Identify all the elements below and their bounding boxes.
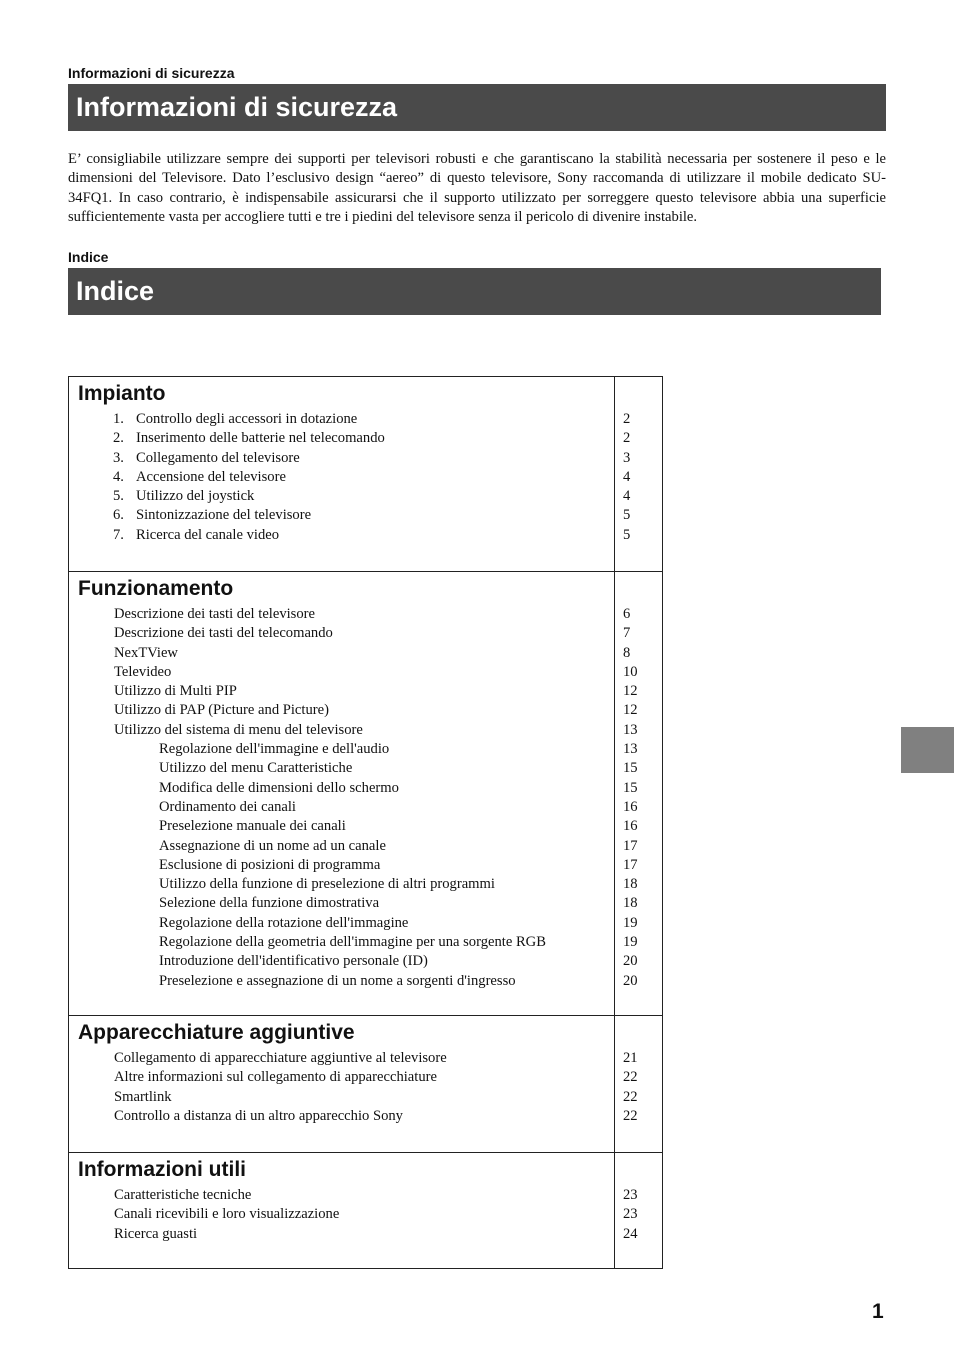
toc-entry: [69, 798, 662, 817]
toc-entry-label: Regolazione della geometria dell'immagine per una sorgente RGB: [159, 934, 546, 951]
toc-section-heading: Funzionamento: [78, 577, 234, 600]
toc-section: [69, 571, 662, 1015]
toc-entry-list: [69, 605, 662, 991]
toc-entry-label: Preselezione e assegnazione di un nome a sorgenti d'ingresso: [159, 972, 516, 989]
toc-entry-page: 4: [623, 488, 631, 505]
toc-entry-label: Sintonizzazione del televisore: [136, 507, 312, 524]
toc-entry: [69, 740, 662, 759]
toc-entry-page: 4: [623, 468, 631, 485]
toc-entry: [69, 605, 662, 624]
toc-entry-page: 19: [623, 914, 638, 931]
toc-entry-label: Regolazione della rotazione dell'immagine: [159, 914, 409, 931]
toc-entry-page: 13: [623, 721, 638, 738]
toc-entry: [69, 837, 662, 856]
toc-entry-page: 17: [623, 856, 638, 873]
toc-entry: [69, 429, 662, 448]
toc-entry-number: 2.: [113, 430, 124, 447]
toc-entry: [69, 1225, 662, 1244]
toc-entry-label: Utilizzo del joystick: [136, 488, 255, 505]
toc-section-heading: Apparecchiature aggiuntive: [78, 1021, 355, 1044]
toc-entry-number: 7.: [113, 526, 124, 543]
toc-entry-number: 6.: [113, 507, 124, 524]
toc-entry: [69, 779, 662, 798]
toc-entry: [69, 701, 662, 720]
toc-entry-label: NexTView: [114, 644, 178, 661]
toc-section-heading: Impianto: [78, 382, 166, 405]
toc-entry-label: Utilizzo del sistema di menu del televisore: [114, 721, 363, 738]
toc-entry-label: Utilizzo di PAP (Picture and Picture): [114, 702, 329, 719]
toc-entry-label: Inserimento delle batterie nel telecomando: [136, 430, 385, 447]
toc-entry-number: 4.: [113, 468, 124, 485]
toc-entry-label: Accensione del televisore: [136, 468, 286, 485]
toc-entry-page: 22: [623, 1069, 638, 1086]
toc-entry-list: [69, 1186, 662, 1244]
toc-entry-list: [69, 410, 662, 545]
toc-entry-label: Collegamento di apparecchiature aggiuntive al televisore: [114, 1050, 447, 1066]
toc-entry: [69, 952, 662, 971]
toc-entry-page: 7: [623, 625, 631, 642]
toc-entry: [69, 914, 662, 933]
toc-entry-number: 3.: [113, 449, 124, 466]
toc-entry-label: Selezione della funzione dimostrativa: [159, 895, 380, 912]
toc-entry: [69, 624, 662, 643]
toc-entry-page: 2: [623, 430, 631, 447]
toc-entry: [69, 663, 662, 682]
toc-entry-page: 20: [623, 972, 638, 989]
toc-entry: [69, 487, 662, 506]
toc-entry-label: Modifica delle dimensioni dello schermo: [159, 779, 399, 796]
toc-entry-label: Televideo: [114, 663, 172, 680]
toc-entry-page: 13: [623, 741, 638, 758]
toc-entry-label: Regolazione dell'immagine e dell'audio: [159, 741, 390, 758]
toc-entry: [69, 1107, 662, 1126]
toc-entry: [69, 856, 662, 875]
toc-entry-label: Smartlink: [114, 1088, 172, 1105]
toc-entry-page: 19: [623, 934, 638, 951]
toc-entry: [69, 506, 662, 525]
toc-entry: [69, 759, 662, 778]
toc-entry-page: 5: [623, 507, 631, 524]
toc-entry-page: 15: [623, 760, 638, 777]
toc-entry-label: Utilizzo del menu Caratteristiche: [159, 760, 353, 777]
toc-entry-label: Utilizzo della funzione di preselezione di altri programmi: [159, 876, 495, 893]
toc-entry-label: Introduzione dell'identificativo personale (ID): [159, 953, 428, 970]
toc-entry-page: 18: [623, 895, 638, 912]
toc-entry: [69, 1049, 662, 1068]
toc-entry: [69, 1186, 662, 1205]
toc-section-heading: Informazioni utili: [78, 1158, 246, 1181]
running-head-index: Indice: [68, 249, 109, 265]
toc-entry-page: 20: [623, 953, 638, 970]
toc-entry-page: 12: [623, 702, 638, 719]
toc-entry-page: 12: [623, 683, 638, 700]
toc-entry-label: Ricerca guasti: [114, 1225, 198, 1242]
toc-entry-page: 18: [623, 876, 638, 893]
toc-entry: [69, 972, 662, 991]
toc-entry: [69, 721, 662, 740]
toc-entry: [69, 875, 662, 894]
toc-entry-page: 22: [623, 1088, 638, 1105]
toc-entry: [69, 526, 662, 545]
toc-entry-page: 2: [623, 411, 631, 427]
toc-entry-page: 17: [623, 837, 638, 854]
toc-entry-page: 24: [623, 1225, 638, 1242]
toc-entry-label: Controllo degli accessori in dotazione: [136, 411, 358, 427]
toc-entry-label: Descrizione dei tasti del telecomando: [114, 625, 333, 642]
toc-entry-label: Assegnazione di un nome ad un canale: [159, 837, 386, 854]
toc-entry-label: Altre informazioni sul collegamento di apparecchiature: [114, 1069, 437, 1086]
toc-entry: [69, 410, 662, 429]
toc-entry-page: 21: [623, 1050, 638, 1066]
toc-entry-label: Preselezione manuale dei canali: [159, 818, 346, 835]
toc-entry-label: Esclusione di posizioni di programma: [159, 856, 381, 873]
toc-entry-page: 16: [623, 818, 638, 835]
side-thumb-tab: [901, 727, 954, 773]
table-of-contents: [68, 376, 663, 1269]
toc-entry: [69, 468, 662, 487]
safety-paragraph: E’ consigliabile utilizzare sempre dei supporti per televisori robusti e che garantiscano la stabilità necessaria per sostenere il peso e le dimensioni del Televisore. Dato l’esclusivo design “aereo” di questo televisore, Sony raccomanda di utilizzare il mobile dedicato SU-34FQ1. In caso contrario, è indispensabile assicurarsi che il supporto utilizzato per sorreggere questo televisore abbia una superficie sufficientemente vasta per accogliere tutti e tre i piedini del televisore senza il pericolo di divenire instabile.: [68, 151, 886, 225]
running-head-safety: Informazioni di sicurezza: [68, 65, 235, 81]
toc-entry-label: Ricerca del canale video: [136, 526, 280, 543]
toc-entry-list: [69, 1049, 662, 1126]
toc-entry-page: 15: [623, 779, 638, 796]
toc-entry: [69, 933, 662, 952]
toc-entry-label: Collegamento del televisore: [136, 449, 300, 466]
toc-section: [69, 1015, 662, 1152]
toc-entry-number: 5.: [113, 488, 124, 505]
page-number: 1: [872, 1300, 884, 1323]
toc-entry: [69, 817, 662, 836]
toc-entry-label: Canali ricevibili e loro visualizzazione: [114, 1206, 340, 1223]
toc-entry-page: 16: [623, 798, 638, 815]
section-title-safety: Informazioni di sicurezza: [68, 84, 886, 131]
toc-entry: [69, 449, 662, 468]
toc-entry-page: 3: [623, 449, 631, 466]
toc-entry-page: 10: [623, 663, 638, 680]
toc-entry-number: 1.: [113, 411, 124, 427]
toc-entry-label: Utilizzo di Multi PIP: [114, 683, 237, 700]
toc-entry-page: 8: [623, 644, 631, 661]
toc-entry-page: 6: [623, 606, 631, 622]
toc-entry-page: 23: [623, 1206, 638, 1223]
toc-entry-label: Ordinamento dei canali: [159, 798, 296, 815]
toc-entry: [69, 682, 662, 701]
toc-entry: [69, 1088, 662, 1107]
toc-entry-page: 23: [623, 1187, 638, 1203]
toc-entry-label: Descrizione dei tasti del televisore: [114, 606, 315, 622]
toc-entry-page: 22: [623, 1107, 638, 1124]
toc-section: [69, 377, 662, 571]
toc-entry-page: 5: [623, 526, 631, 543]
section-title-index: Indice: [68, 268, 881, 315]
toc-entry: [69, 1068, 662, 1087]
toc-entry: [69, 644, 662, 663]
toc-entry-label: Controllo a distanza di un altro apparecchio Sony: [114, 1107, 403, 1124]
toc-entry-label: Caratteristiche tecniche: [114, 1187, 252, 1203]
toc-section: [69, 1152, 662, 1268]
toc-entry: [69, 894, 662, 913]
toc-entry: [69, 1205, 662, 1224]
